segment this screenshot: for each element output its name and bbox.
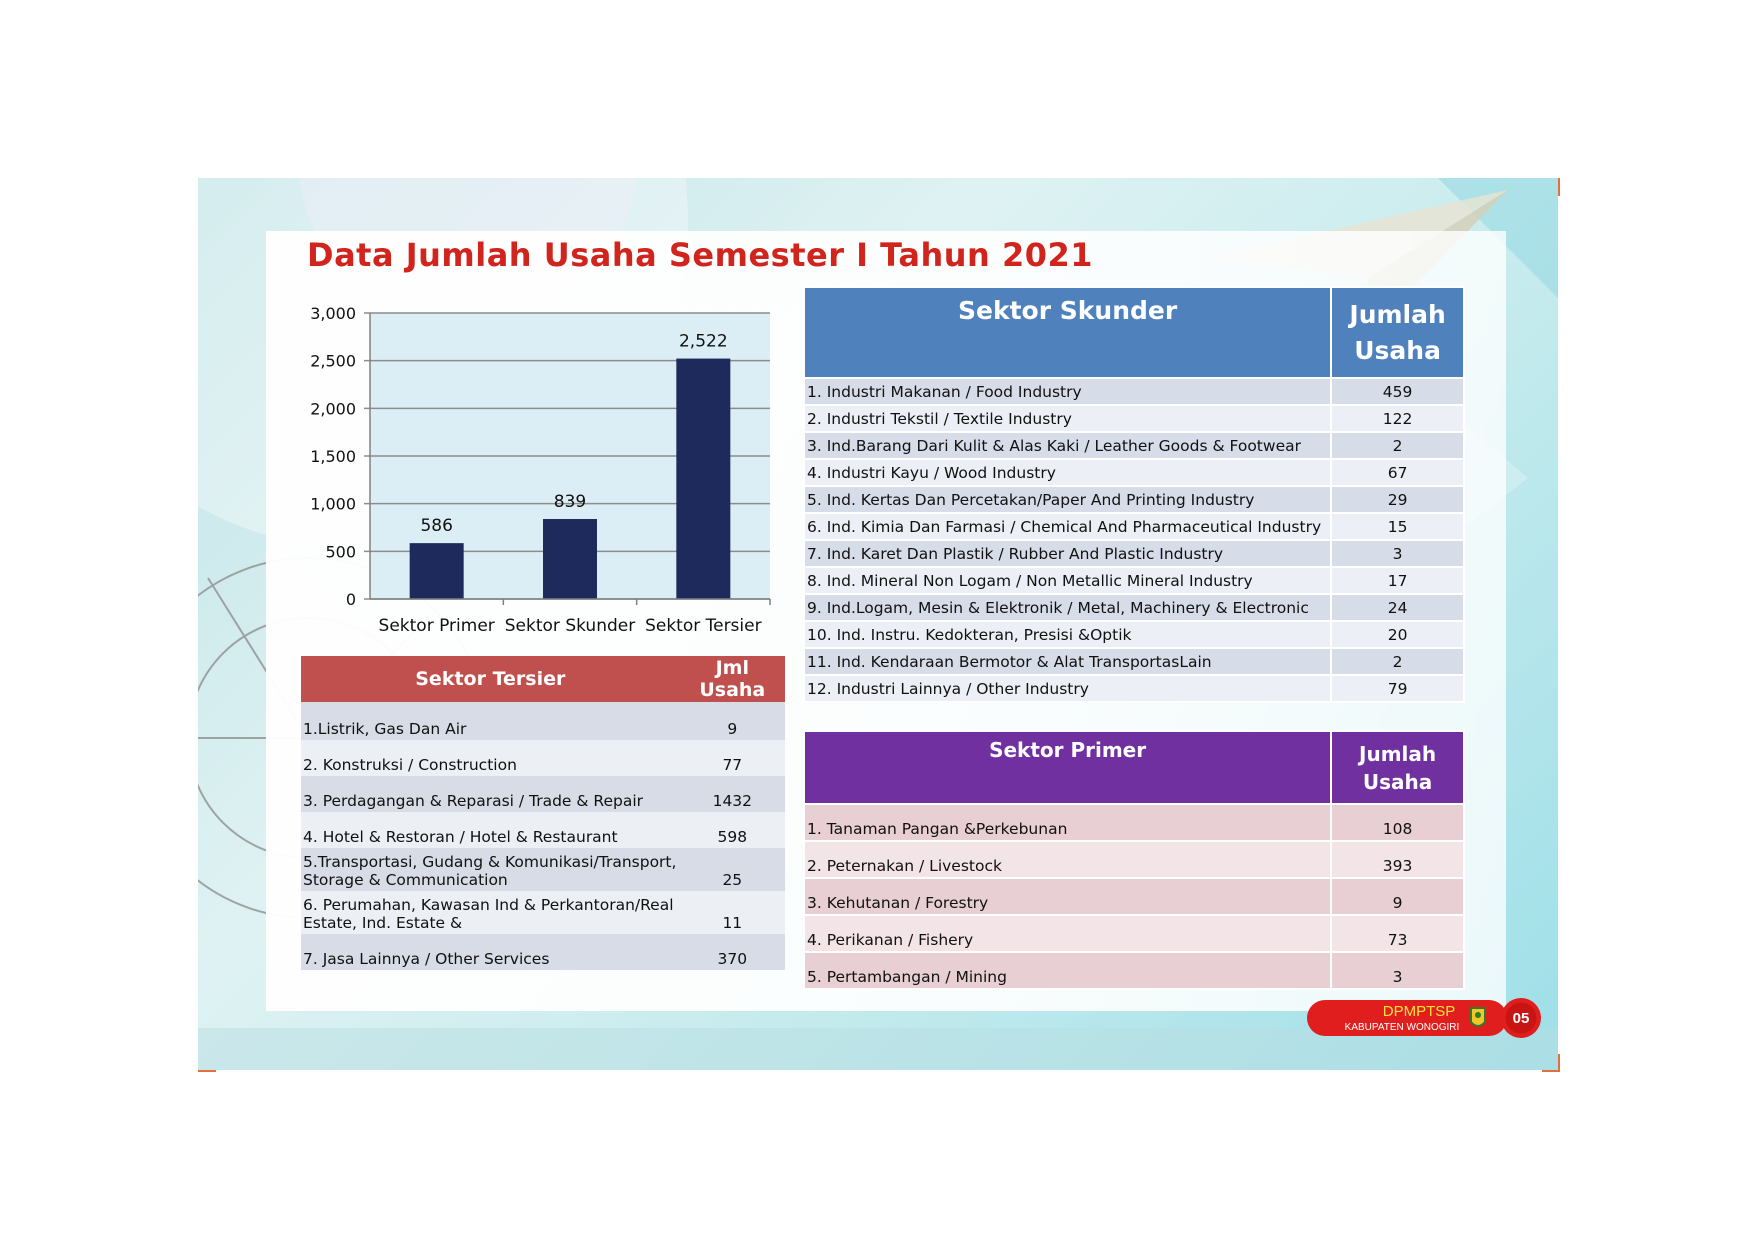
tersier-row-label: 5.Transportasi, Gudang & Komunikasi/Transport, Storage & Communication — [301, 848, 680, 891]
tersier-row-value: 9 — [680, 702, 785, 740]
skunder-row — [804, 621, 1464, 648]
skunder-row-label: 9. Ind.Logam, Mesin & Elektronik / Metal, Machinery & Electronic — [804, 594, 1331, 621]
primer-table — [803, 730, 1465, 990]
primer-header-sector: Sektor Primer — [804, 731, 1331, 804]
primer-row — [804, 878, 1464, 915]
skunder-row-value: 3 — [1331, 540, 1464, 567]
tersier-row-label: 2. Konstruksi / Construction — [301, 740, 680, 776]
skunder-row-value: 2 — [1331, 432, 1464, 459]
primer-row-label: 5. Pertambangan / Mining — [804, 952, 1331, 989]
bar — [543, 519, 597, 599]
y-tick-label: 1,000 — [310, 494, 356, 514]
primer-row-value: 108 — [1331, 804, 1464, 841]
tersier-table — [301, 656, 785, 970]
skunder-row-label: 11. Ind. Kendaraan Bermotor & Alat TransportasLain — [804, 648, 1331, 675]
footer-badge — [1307, 998, 1543, 1038]
tersier-row-value: 77 — [680, 740, 785, 776]
skunder-row — [804, 648, 1464, 675]
tersier-header-row — [301, 656, 785, 702]
skunder-row-value: 24 — [1331, 594, 1464, 621]
skunder-header-sector: Sektor Skunder — [804, 287, 1331, 378]
tersier-header-count: Jml Usaha — [680, 656, 785, 702]
tersier-row — [301, 702, 785, 740]
tersier-row-label: 7. Jasa Lainnya / Other Services — [301, 934, 680, 970]
skunder-row-value: 122 — [1331, 405, 1464, 432]
primer-row-value: 73 — [1331, 915, 1464, 952]
skunder-header-row — [804, 287, 1464, 378]
skunder-row — [804, 594, 1464, 621]
skunder-row-value: 20 — [1331, 621, 1464, 648]
tersier-row-value: 370 — [680, 934, 785, 970]
tersier-row-label: 6. Perumahan, Kawasan Ind & Perkantoran/Real Estate, Ind. Estate & — [301, 891, 680, 934]
skunder-row-value: 79 — [1331, 675, 1464, 702]
primer-row-value: 393 — [1331, 841, 1464, 878]
y-tick-label: 1,500 — [310, 447, 356, 466]
skunder-row-value: 67 — [1331, 459, 1464, 486]
primer-row-label: 4. Perikanan / Fishery — [804, 915, 1331, 952]
footer-region: KABUPATEN WONOGIRI — [1344, 1022, 1460, 1033]
skunder-row-label: 4. Industri Kayu / Wood Industry — [804, 459, 1331, 486]
tersier-row-value: 25 — [680, 848, 785, 891]
tersier-header-sector: Sektor Tersier — [301, 656, 680, 702]
skunder-table — [803, 286, 1465, 703]
y-tick-label: 500 — [325, 542, 356, 562]
skunder-row — [804, 675, 1464, 702]
skunder-row — [804, 540, 1464, 567]
regency-emblem-icon — [1471, 1008, 1485, 1026]
skunder-row-label: 12. Industri Lainnya / Other Industry — [804, 675, 1331, 702]
skunder-row-label: 7. Ind. Karet Dan Plastik / Rubber And Plastic Industry — [804, 540, 1331, 567]
skunder-row — [804, 513, 1464, 540]
x-tick-label: Sektor Skunder — [504, 616, 636, 636]
y-tick-label: 0 — [345, 590, 356, 609]
page-number: 05 — [1512, 1010, 1530, 1027]
primer-row-value: 3 — [1331, 952, 1464, 989]
footer-org: DPMPTSP — [1382, 1003, 1456, 1020]
skunder-row-label: 2. Industri Tekstil / Textile Industry — [804, 405, 1331, 432]
bar — [676, 359, 730, 599]
primer-row-label: 3. Kehutanan / Forestry — [804, 878, 1331, 915]
skunder-row-value: 459 — [1331, 378, 1464, 405]
primer-row — [804, 804, 1464, 841]
x-tick-label: Sektor Primer — [378, 616, 495, 636]
tersier-row — [301, 812, 785, 848]
tersier-row — [301, 848, 785, 891]
skunder-row — [804, 432, 1464, 459]
tersier-row — [301, 934, 785, 970]
skunder-row-value: 2 — [1331, 648, 1464, 675]
x-tick-label: Sektor Tersier — [645, 616, 762, 636]
primer-row-label: 2. Peternakan / Livestock — [804, 841, 1331, 878]
tersier-row-label: 3. Perdagangan & Reparasi / Trade & Repair — [301, 776, 680, 812]
primer-row-value: 9 — [1331, 878, 1464, 915]
skunder-row — [804, 486, 1464, 513]
skunder-row-label: 6. Ind. Kimia Dan Farmasi / Chemical And Pharmaceutical Industry — [804, 513, 1331, 540]
skunder-row-label: 3. Ind.Barang Dari Kulit & Alas Kaki / Leather Goods & Footwear — [804, 432, 1331, 459]
tersier-row-label: 4. Hotel & Restoran / Hotel & Restaurant — [301, 812, 680, 848]
primer-header-row — [804, 731, 1464, 804]
tersier-row — [301, 776, 785, 812]
skunder-row — [804, 405, 1464, 432]
y-tick-label: 2,000 — [310, 399, 356, 419]
primer-row-label: 1. Tanaman Pangan &Perkebunan — [804, 804, 1331, 841]
skunder-row-label: 10. Ind. Instru. Kedokteran, Presisi &Optik — [804, 621, 1331, 648]
skunder-header-count: Jumlah Usaha — [1331, 287, 1464, 378]
skunder-row — [804, 378, 1464, 405]
skunder-row — [804, 567, 1464, 594]
skunder-row-value: 29 — [1331, 486, 1464, 513]
skunder-row-label: 8. Ind. Mineral Non Logam / Non Metallic Mineral Industry — [804, 567, 1331, 594]
tersier-row-value: 1432 — [680, 776, 785, 812]
skunder-row-label: 1. Industri Makanan / Food Industry — [804, 378, 1331, 405]
primer-row — [804, 952, 1464, 989]
page-title: Data Jumlah Usaha Semester I Tahun 2021 — [307, 236, 1093, 274]
tersier-row-value: 11 — [680, 891, 785, 934]
bar-chart — [290, 290, 790, 650]
data-label: 586 — [420, 516, 453, 537]
skunder-row-label: 5. Ind. Kertas Dan Percetakan/Paper And Printing Industry — [804, 486, 1331, 513]
bar — [410, 543, 464, 599]
primer-row — [804, 915, 1464, 952]
y-tick-label: 2,500 — [310, 351, 356, 371]
skunder-row-value: 15 — [1331, 513, 1464, 540]
tersier-row — [301, 740, 785, 776]
tersier-row-label: 1.Listrik, Gas Dan Air — [301, 702, 680, 740]
tersier-row-value: 598 — [680, 812, 785, 848]
skunder-row-value: 17 — [1331, 567, 1464, 594]
skunder-row — [804, 459, 1464, 486]
y-tick-label: 3,000 — [310, 304, 356, 323]
primer-header-count: Jumlah Usaha — [1331, 731, 1464, 804]
tersier-row — [301, 891, 785, 934]
data-label: 839 — [553, 492, 587, 513]
data-label: 2,522 — [678, 331, 728, 352]
primer-row — [804, 841, 1464, 878]
